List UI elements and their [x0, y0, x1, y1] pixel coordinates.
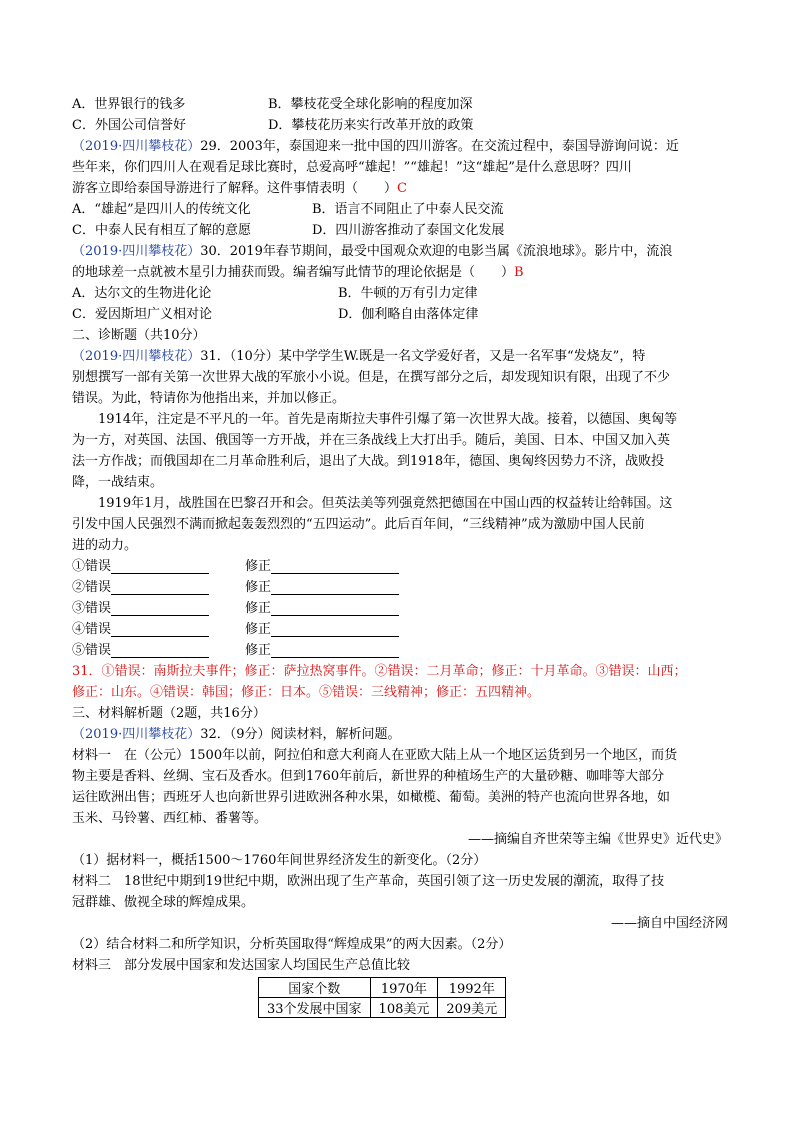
q32-material1-line3: 运往欧洲出售；西班牙人也向新世界引进欧洲各种水果，如橄榄、葡萄。美洲的特产也流向世界各地，如 — [72, 790, 671, 805]
fix-blank[interactable] — [271, 556, 399, 574]
q28-option-a: A．世界银行的钱多 — [72, 97, 186, 112]
q29-option-a: A．“雄起”是四川人的传统文化 — [72, 202, 251, 217]
q32-material1-line2: 物主要是香料、丝绸、宝石及香水。但到1760年前后，新世界的种植场生产的大量砂糖、咖啡等大部分 — [72, 769, 665, 784]
q30-stem-line1: （2019·四川攀枝花）30．2019年春节期间，最受中国观众欢迎的电影当属《流浪地球》。影片中，流浪 — [72, 244, 673, 259]
fix-blank[interactable] — [271, 619, 399, 637]
fix-blank[interactable] — [271, 577, 399, 595]
table-cell: 209美元 — [438, 998, 506, 1018]
q32-material2-source: ——摘自中国经济网 — [610, 916, 728, 931]
error-row: ①错误 修正 — [72, 556, 728, 577]
q31-para2-line2: 引发中国人民强烈不满而掀起轰轰烈烈的“五四运动”。此后百年间，“三线精神”成为激励中国人民前 — [72, 517, 645, 532]
error-row: ④错误 修正 — [72, 619, 728, 640]
q29-stem-line3: 游客立即给泰国导游进行了解释。这件事情表明（ ）C — [72, 181, 407, 196]
gnp-comparison-table — [258, 977, 506, 1018]
q31-stem-line2: 别想撰写一部有关第一次世界大战的军旅小小说。但是，在撰写部分之后，却发现知识有限，出现了不少 — [72, 370, 671, 385]
q31-para1-line4: 降，一战结束。 — [72, 475, 164, 490]
q31-answer-line2: 修正：山东。④错误：韩国；修正：日本。⑤错误：三线精神；修正：五四精神。 — [72, 685, 541, 700]
fix-blank[interactable] — [271, 598, 399, 616]
q29-answer: C — [397, 181, 407, 196]
section2-title: 二、诊断题（共10分） — [72, 328, 206, 343]
q28-options-row2 — [72, 115, 728, 136]
q30-option-b: B．牛顿的万有引力定律 — [338, 286, 478, 301]
q29-stem-line2: 些年来，你们四川人在观看足球比赛时，总爱高呼“雄起！”“雄起！”这“雄起”是什么意思呀？四川 — [72, 160, 632, 175]
q29-options-row2 — [72, 220, 728, 241]
q30-option-d: D．伽利略自由落体定律 — [338, 307, 479, 322]
q28-option-d: D．攀枝花历来实行改革开放的政策 — [268, 118, 474, 133]
exam-page — [72, 94, 728, 1018]
q31-stem-line3: 错误。为此，特请你为他指出来，并加以修正。 — [72, 391, 346, 406]
section3-title: 三、材料解析题（2题，共16分） — [72, 706, 266, 721]
table-header-row — [259, 978, 506, 998]
q29-option-d: D．四川游客推动了泰国文化发展 — [312, 223, 505, 238]
table-header-cell: 国家个数 — [259, 978, 371, 998]
q31-stem-line1: （2019·四川攀枝花）31．（10分）某中学学生W.既是一名文学爱好者，又是一名军事“发烧友”，特 — [72, 349, 646, 364]
q30-stem-line2: 的地球差一点就被木星引力捕获而毁。编者编写此情节的理论依据是（ ）B — [72, 265, 524, 280]
q32-material2-line2: 冠群雄、傲视全球的辉煌成果。 — [72, 895, 255, 910]
q31-para2-line1: 1919年1月，战胜国在巴黎召开和会。但英法美等列强竟然把德国在中国山西的权益转让给韩国。这 — [98, 496, 673, 511]
q32-stem-line1: （2019·四川攀枝花）32．（9分）阅读材料，解析问题。 — [72, 727, 401, 742]
error-blank[interactable] — [111, 619, 209, 637]
q30-source: （2019·四川攀枝花） — [72, 244, 201, 259]
q31-para1-line1: 1914年，注定是不平凡的一年。首先是南斯拉夫事件引爆了第一次世界大战。接着，以德国、奥匈等 — [98, 412, 678, 427]
q30-options-row2 — [72, 304, 728, 325]
q28-options-row1 — [72, 94, 728, 115]
q29-stem-line1: （2019·四川攀枝花）29．2003年，泰国迎来一批中国的四川游客。在交流过程中，泰国导游询问说：近 — [72, 139, 679, 154]
error-row: ②错误 修正 — [72, 577, 728, 598]
q30-answer: B — [514, 265, 524, 280]
error-blank[interactable] — [111, 577, 209, 595]
q29-source: （2019·四川攀枝花） — [72, 139, 201, 154]
q30-option-c: C．爱因斯坦广义相对论 — [72, 307, 212, 322]
q32-material2-line1: 材料二 18世纪中期到19世纪中期，欧洲出现了生产革命，英国引领了这一历史发展的潮流，取得了技 — [72, 874, 665, 889]
q30-options-row1 — [72, 283, 728, 304]
q28-option-b: B．攀枝花受全球化影响的程度加深 — [268, 97, 473, 112]
q31-para2-line3: 进的动力。 — [72, 538, 138, 553]
error-row: ③错误 修正 — [72, 598, 728, 619]
q31-para1-line3: 法一方作战；而俄国却在二月革命胜利后，退出了大战。到1918年，德国、奥匈终因势力不济，战败投 — [72, 454, 665, 469]
q31-answer-line1: 31．①错误：南斯拉夫事件；修正：萨拉热窝事件。②错误：二月革命；修正：十月革命。③错误：山西； — [72, 664, 687, 679]
table-cell: 108美元 — [370, 998, 438, 1018]
q32-material3-title: 材料三 部分发展中国家和发达国家人均国民生产总值比较 — [72, 958, 411, 973]
q31-para1-line2: 为一方，对英国、法国、俄国等一方开战，并在三条战线上大打出手。随后，美国、日本、中国又加入英 — [72, 433, 671, 448]
q29-option-b: B．语言不同阻止了中泰人民交流 — [312, 202, 504, 217]
q32-material1-line4: 玉米、马铃薯、西红柿、番薯等。 — [72, 811, 268, 826]
fix-blank[interactable] — [271, 640, 399, 658]
q31-source: （2019·四川攀枝花） — [72, 349, 201, 364]
q32-material1-line1: 材料一 在（公元）1500年以前，阿拉伯和意大利商人在亚欧大陆上从一个地区运货到另一个地区，而货 — [72, 748, 678, 763]
error-blank[interactable] — [111, 598, 209, 616]
error-row: ⑤错误 修正 — [72, 640, 728, 661]
q30-option-a: A．达尔文的生物进化论 — [72, 286, 212, 301]
q32-subquestion-1: （1）据材料一，概括1500～1760年间世界经济发生的新变化。（2分） — [72, 853, 487, 868]
q32-material1-source: ——摘编自齐世荣等主编《世界史》近代史》 — [467, 832, 728, 847]
error-blank[interactable] — [111, 556, 209, 574]
table-cell: 33个发展中国家 — [259, 998, 371, 1018]
q28-option-c: C．外国公司信誉好 — [72, 118, 186, 133]
table-row — [259, 998, 506, 1018]
q32-source: （2019·四川攀枝花） — [72, 727, 201, 742]
error-blank[interactable] — [111, 640, 209, 658]
table-header-cell: 1970年 — [370, 978, 438, 998]
q32-subquestion-2: （2）结合材料二和所学知识，分析英国取得“辉煌成果”的两大因素。（2分） — [72, 937, 512, 952]
table-header-cell: 1992年 — [438, 978, 506, 998]
q29-options-row1 — [72, 199, 728, 220]
q29-option-c: C．中泰人民有相互了解的意愿 — [72, 223, 251, 238]
